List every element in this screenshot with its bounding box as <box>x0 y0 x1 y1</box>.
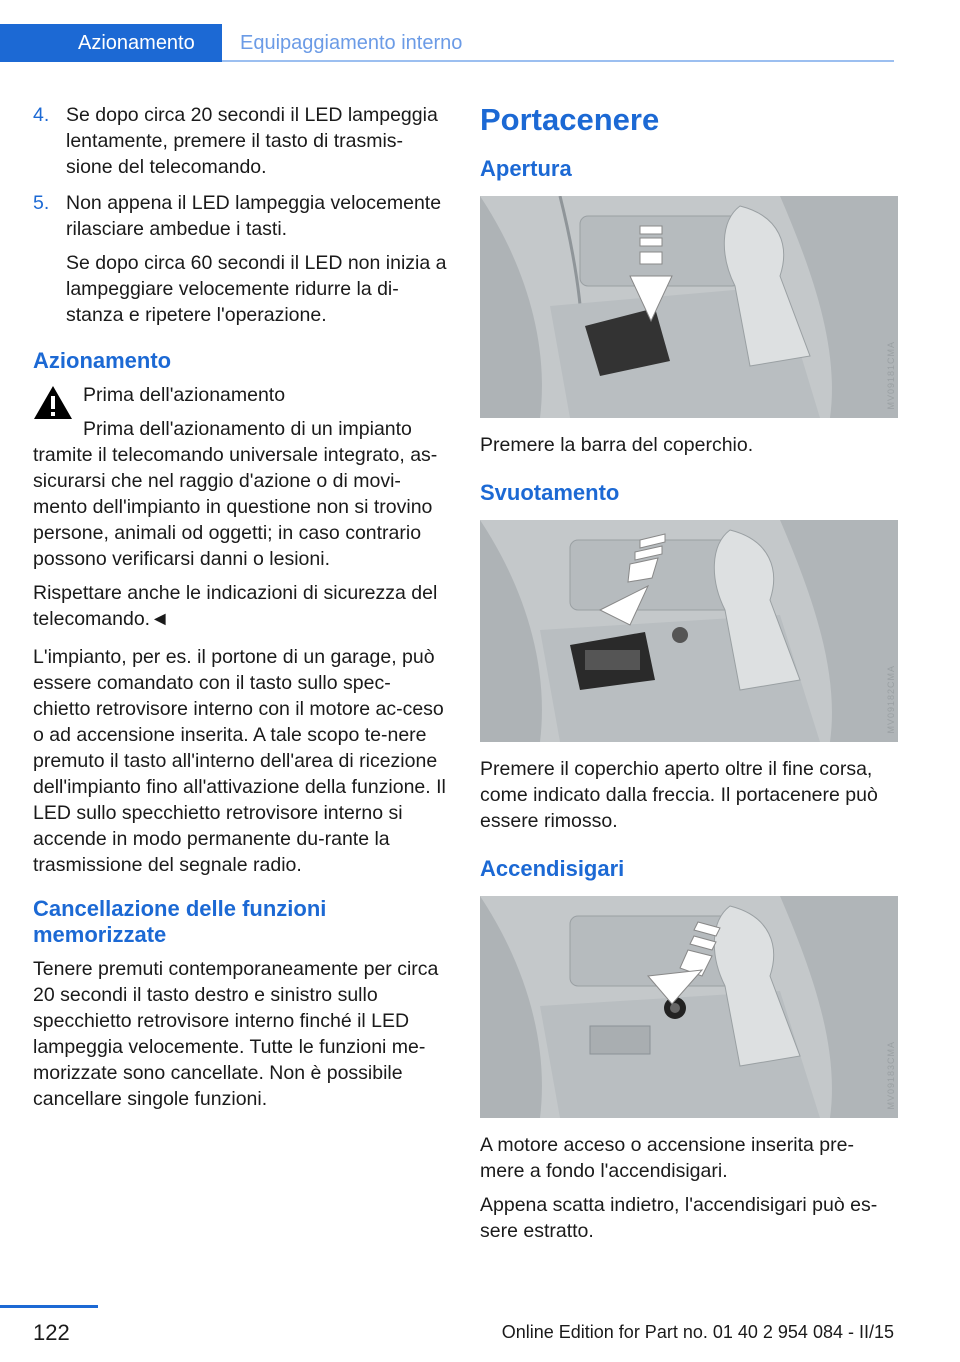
heading-svuotamento: Svuotamento <box>480 480 620 505</box>
figure-svuotamento <box>480 520 898 742</box>
tab-equipaggiamento-interno[interactable]: Equipaggiamento interno <box>240 32 463 54</box>
console-illustration <box>480 520 898 742</box>
paragraph-cancellazione: Tenere premuti contemporaneamente per circa 20 secondi il tasto destro e sinistro sullo specchietto retrovisore interno finché il LED lampeggia velocemente. Tutte le funzioni me-morizzate sono cancellate. Non è possibile cancellare singole funzioni. <box>33 958 439 1110</box>
heading-accendisigari: Accendisigari <box>480 856 625 881</box>
warning-body: tramite il telecomando universale integrato, as-sicurarsi che nel raggio d'azione o di movi-mento dell'impianto in questione non si trovino persone, animali od oggetti; in caso contrario possono verificarsi danni o lesioni. <box>33 444 438 570</box>
right-column <box>480 100 898 1252</box>
edition-note: Online Edition for Part no. 01 40 2 954 084 - II/15 <box>501 1322 894 1342</box>
page-number: 122 <box>33 1320 70 1345</box>
heading-apertura: Apertura <box>480 156 572 181</box>
section-title: Portacenere <box>480 102 660 137</box>
heading-cancellazione: Cancellazione delle funzioni memorizzate <box>33 896 327 947</box>
tab-azionamento[interactable]: Azionamento <box>0 24 222 62</box>
apertura-text: Premere la barra del coperchio. <box>480 434 754 456</box>
console-illustration <box>480 196 898 418</box>
figure-apertura <box>480 196 898 418</box>
paragraph-impianto: L'impianto, per es. il portone di un garage, può essere comandato con il tasto sullo spec-chietto retrovisore interno con il motore ac-ceso o ad accensione inserita. A tale scopo te-nere premuto il tasto all'interno dell'area di ricezione dell'impianto fino all'attivazione della funzione. Il LED sullo specchietto retrovisore interno si accende in modo permanente du-rante la trasmissione del segnale radio. <box>33 646 446 876</box>
figure-code: MV09181CMA <box>886 341 896 410</box>
warning-block <box>33 382 448 632</box>
accendisigari-text-1: A motore acceso o accensione inserita pre-mere a fondo l'accendisigari. <box>480 1134 854 1182</box>
step-text: Se dopo circa 20 secondi il LED lampeggia lentamente, premere il tasto di trasmis-sione del telecomando. <box>66 104 438 178</box>
step-number: 4. <box>33 104 50 126</box>
console-illustration <box>480 896 898 1118</box>
figure-accendisigari <box>480 896 898 1118</box>
figure-code: MV09182CMA <box>886 665 896 734</box>
header-divider <box>222 60 894 62</box>
step-number: 5. <box>33 192 50 214</box>
warning-first-line: Prima dell'azionamento di un impianto <box>83 418 412 440</box>
warning-title: Prima dell'azionamento <box>83 384 286 406</box>
footer-divider <box>0 1305 98 1308</box>
warning-extra: Rispettare anche le indicazioni di sicurezza del telecomando.◄ <box>33 582 438 630</box>
heading-azionamento: Azionamento <box>33 348 172 373</box>
figure-code: MV09183CMA <box>886 1041 896 1110</box>
step-4 <box>33 102 448 180</box>
step-text: Non appena il LED lampeggia velocemente rilasciare ambedue i tasti. <box>66 192 442 240</box>
svuotamento-text: Premere il coperchio aperto oltre il fine corsa, come indicato dalla freccia. Il portacenere può essere rimosso. <box>480 758 878 832</box>
step-5 <box>33 190 448 328</box>
page-header <box>0 0 960 64</box>
warning-triangle-icon <box>33 385 73 420</box>
accendisigari-text-2: Appena scatta indietro, l'accendisigari può es-sere estratto. <box>480 1194 878 1242</box>
left-column <box>33 102 448 1120</box>
step-continuation: Se dopo circa 60 secondi il LED non inizia a lampeggiare velocemente ridurre la di-stanza e ripetere l'operazione. <box>66 252 447 326</box>
